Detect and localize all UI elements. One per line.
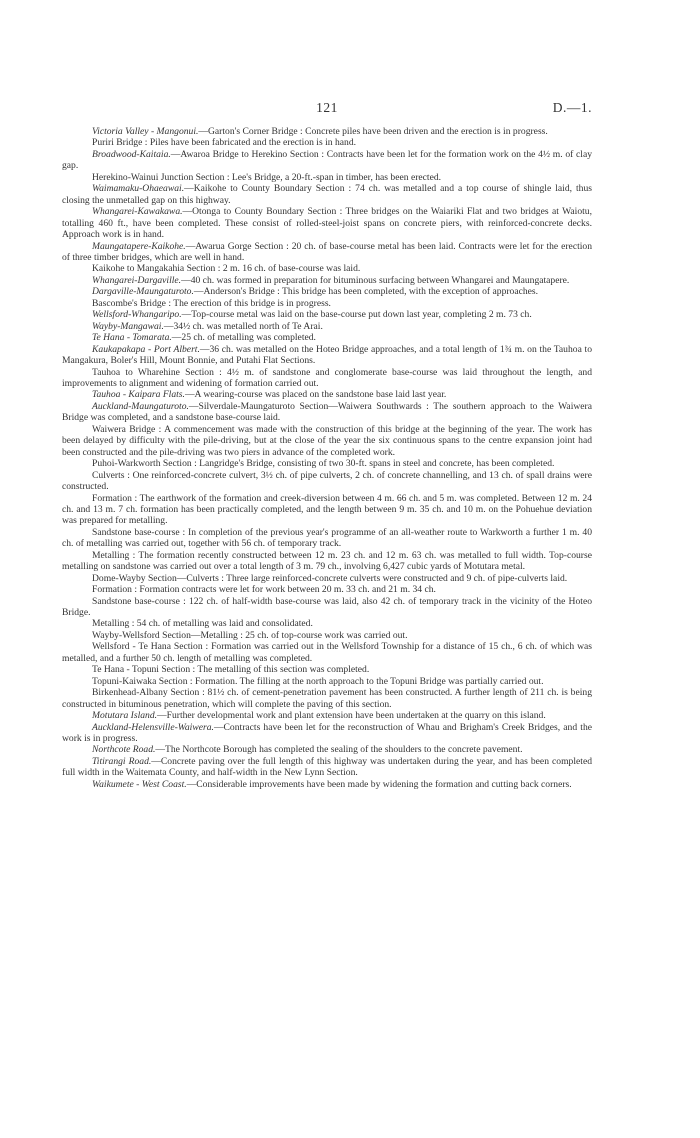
- paragraph-text: Formation : The earthwork of the formation and creek-diversion between 4 m. 66 ch. and 5 m. was completed. Between 12 m. 24 ch. and 13 m. 7 ch. formation has been practically completed, and the length between 9 m. 35 ch. and 10 m. on the Pohuehue deviation was prepared for metalling.: [62, 492, 592, 527]
- paragraph-text: Tauhoa to Wharehine Section : 4½ m. of sandstone and conglomerate base-course was laid throughout the length, and improvements to alignment and widening of formation carried out.: [62, 366, 592, 389]
- paragraph-text: Formation : Formation contracts were let for work between 20 m. 33 ch. and 21 m. 34 ch.: [92, 584, 436, 596]
- paragraph-text: —Concrete paving over the full length of this highway was undertaken during the year, and has been completed full width in the Waitemata County, and half-width in the New Lynn Section.: [62, 755, 592, 779]
- paragraph-text: —Kaikohe to County Boundary Section : 74 ch. was metalled and a top course of shingle laid, thus closing the unmetalled gap on this highway.: [62, 183, 592, 206]
- paragraph-text: —Contracts have been let for the reconstruction of Whau and Brigham's Creek Bridges, and the work is in progress.: [62, 721, 592, 745]
- paragraph-text: Metalling : 54 ch. of metalling was laid and consolidated.: [92, 618, 313, 630]
- section-heading: Te Hana - Tomarata.: [92, 332, 172, 344]
- paragraph: [62, 687, 592, 710]
- paragraph: [62, 367, 592, 390]
- paragraph: [62, 641, 592, 664]
- section-heading: Waikumete - West Coast.: [92, 778, 187, 790]
- paragraph: [62, 756, 592, 779]
- paragraph-text: Bascombe's Bridge : The erection of this bridge is in progress.: [92, 297, 331, 309]
- paragraph-text: —The Northcote Borough has completed the sealing of the shoulders to the concrete pavement.: [155, 744, 523, 756]
- section-heading: Whangarei-Kawakawa.: [92, 206, 183, 218]
- paragraph-text: —Considerable improvements have been made by widening the formation and cutting back corners.: [186, 778, 572, 790]
- paragraph-text: Te Hana - Topuni Section : The metalling of this section was completed.: [92, 664, 370, 676]
- section-heading: Wellsford-Whangaripo.: [92, 309, 182, 321]
- section-heading: Auckland-Helensville-Waiwera.: [92, 721, 214, 733]
- paragraph-text: Birkenhead-Albany Section : 81½ ch. of cement-penetration pavement has been constructed. A further length of 211 ch. is being constructed in bituminous penetration, which will complete the paving of this section.: [62, 687, 592, 710]
- paragraph-text: Topuni-Kaiwaka Section : Formation. The filling at the north approach to the Topuni Bridge was partially carried out.: [92, 675, 544, 687]
- paragraph: [62, 596, 592, 619]
- section-heading: Waimamaku-Ohaeawai.: [92, 183, 185, 195]
- section-heading: Motutara Island.: [92, 710, 158, 722]
- section-heading: Whangarei-Dargaville.: [92, 274, 182, 286]
- section-heading: Maungatapere-Kaikohe.: [92, 240, 186, 252]
- paragraph-text: Dome-Wayby Section—Culverts : Three large reinforced-concrete culverts were constructed and 9 ch. of pipe-culverts laid.: [92, 572, 568, 584]
- paragraph: [62, 275, 592, 286]
- paragraph: [62, 710, 592, 721]
- paragraph-text: Kaikohe to Mangakahia Section : 2 m. 16 ch. of base-course was laid.: [92, 263, 361, 275]
- paragraph: [62, 584, 592, 595]
- paragraph: [62, 172, 592, 183]
- paragraph: [62, 664, 592, 675]
- paragraph: [62, 149, 592, 172]
- paragraph: [62, 389, 592, 400]
- paragraph-text: —34½ ch. was metalled north of Te Arai.: [163, 320, 323, 332]
- paragraph-text: —Otonga to County Boundary Section : Three bridges on the Waiariki Flat and two bridges at Waiotu, totalling 460 ft., have been completed. These consist of rolled-steel-joist spans on concrete piers, with reinforced-concrete decks. Approach work is in hand.: [62, 206, 592, 241]
- paragraph-text: Metalling : The formation recently constructed between 12 m. 23 ch. and 12 m. 63 ch. was metalled to full width. Top-course metalling on sandstone was carried out over a total length of 3 m. 79 ch., involving 6,427 cubic yards of Motutara metal.: [62, 549, 592, 573]
- paragraph-text: —25 ch. of metalling was completed.: [171, 332, 316, 344]
- paragraph-text: —Silverdale-Maungaturoto Section—Waiwera Southwards : The southern approach to the Waiwera Bridge was completed, and a sandstone base-course laid.: [62, 400, 592, 424]
- section-heading: Auckland-Maungaturoto.: [92, 400, 189, 412]
- paragraph: [62, 744, 592, 755]
- paragraph-text: —Anderson's Bridge : This bridge has been completed, with the exception of approaches.: [193, 286, 539, 298]
- paragraph: [62, 183, 592, 206]
- paragraph-text: Puriri Bridge : Piles have been fabricated and the erection is in hand.: [92, 137, 357, 149]
- section-heading: Wayby-Mangawai.: [92, 320, 164, 332]
- paragraph: [62, 618, 592, 629]
- section-heading: Victoria Valley - Mangonui.: [92, 126, 199, 137]
- paragraph: [62, 573, 592, 584]
- paragraph-text: —Awarua Gorge Section : 20 ch. of base-course metal has been laid. Contracts were let for the erection of three timber bridges, which are well in hand.: [62, 240, 592, 263]
- paragraph: [62, 493, 592, 527]
- paragraph-text: Sandstone base-course : In completion of the previous year's programme of an all-weather route to Warkworth a further 1 m. 40 ch. of metalling was carried out, together with 56 ch. of temporary track.: [62, 526, 592, 550]
- paragraph-text: Puhoi-Warkworth Section : Langridge's Bridge, consisting of two 30-ft. spans in steel and concrete, has been completed.: [92, 458, 555, 470]
- paragraph-text: Herekino-Wainui Junction Section : Lee's Bridge, a 20-ft.-span in timber, has been erected.: [92, 171, 442, 183]
- paragraph-text: —36 ch. was metalled on the Hoteo Bridge approaches, and a total length of 1¾ m. on the Tauhoa to Mangakura, Boler's Hill, Mount Bonnie, and Putahi Flat Sections.: [62, 343, 592, 367]
- page-number: 121: [316, 100, 338, 115]
- paragraph: [62, 458, 592, 469]
- paragraph: [62, 126, 592, 137]
- paragraph: [62, 332, 592, 343]
- paragraph: [62, 241, 592, 264]
- section-heading: Dargaville-Maungaturoto.: [92, 286, 194, 298]
- paragraph-text: —40 ch. was formed in preparation for bituminous surfacing between Whangarei and Maungatapere.: [181, 274, 570, 286]
- paragraph: [62, 401, 592, 424]
- paragraph: [62, 344, 592, 367]
- paragraph: [62, 321, 592, 332]
- paragraph-text: —Top-course metal was laid on the base-course put down last year, completing 2 m. 73 ch.: [181, 309, 532, 321]
- paragraph-text: —Further developmental work and plant extension have been undertaken at the quarry on this island.: [157, 710, 546, 722]
- paragraph-text: —Awaroa Bridge to Herekino Section : Contracts have been let for the formation work on the 4½ m. of clay gap.: [62, 148, 592, 172]
- paragraph: [62, 137, 592, 148]
- paragraph: [62, 527, 592, 550]
- paragraph: [62, 309, 592, 320]
- section-heading: Tauhoa - Kaipara Flats.: [92, 389, 185, 401]
- paragraph: [62, 550, 592, 573]
- paragraph: [62, 206, 592, 240]
- paragraph-text: Wellsford - Te Hana Section : Formation was carried out in the Wellsford Township for a distance of 15 ch., 6 ch. of which was metalled, and a further 50 ch. length of metalling was completed.: [62, 641, 592, 664]
- document-reference: D.—1.: [552, 100, 592, 115]
- page-header: [62, 100, 592, 116]
- section-heading: Northcote Road.: [92, 744, 156, 756]
- paragraph: [62, 630, 592, 641]
- paragraph: [62, 470, 592, 493]
- paragraph-text: —A wearing-course was placed on the sandstone base laid last year.: [184, 389, 447, 401]
- paragraph: [62, 722, 592, 745]
- paragraph-text: Sandstone base-course : 122 ch. of half-width base-course was laid, also 42 ch. of temporary track in the vicinity of the Hoteo Bridge.: [62, 595, 592, 619]
- body-text: [62, 126, 592, 790]
- paragraph: [62, 286, 592, 297]
- paragraph: [62, 298, 592, 309]
- paragraph: [62, 779, 592, 790]
- paragraph-text: Waiwera Bridge : A commencement was made with the construction of this bridge at the beginning of the year. The work has been delayed by difficulty with the pile-driving, but at the close of the year the six continuous spans to the centre expansion joint had been constructed and the pile-driving was two piers in advance of the completed work.: [62, 423, 592, 458]
- section-heading: Broadwood-Kaitaia.: [92, 148, 171, 160]
- section-heading: Kaukapakapa - Port Albert.: [92, 343, 200, 355]
- paragraph: [62, 424, 592, 458]
- paragraph: [62, 676, 592, 687]
- paragraph-text: Culverts : One reinforced-concrete culvert, 3½ ch. of pipe culverts, 2 ch. of concrete channelling, and 13 ch. of spall drains were constructed.: [62, 469, 592, 493]
- paragraph-text: —Garton's Corner Bridge : Concrete piles have been driven and the erection is in progress.: [198, 126, 548, 137]
- paragraph: [62, 263, 592, 274]
- paragraph-text: Wayby-Wellsford Section—Metalling : 25 ch. of top-course work was carried out.: [92, 629, 408, 641]
- section-heading: Titirangi Road.: [92, 755, 152, 767]
